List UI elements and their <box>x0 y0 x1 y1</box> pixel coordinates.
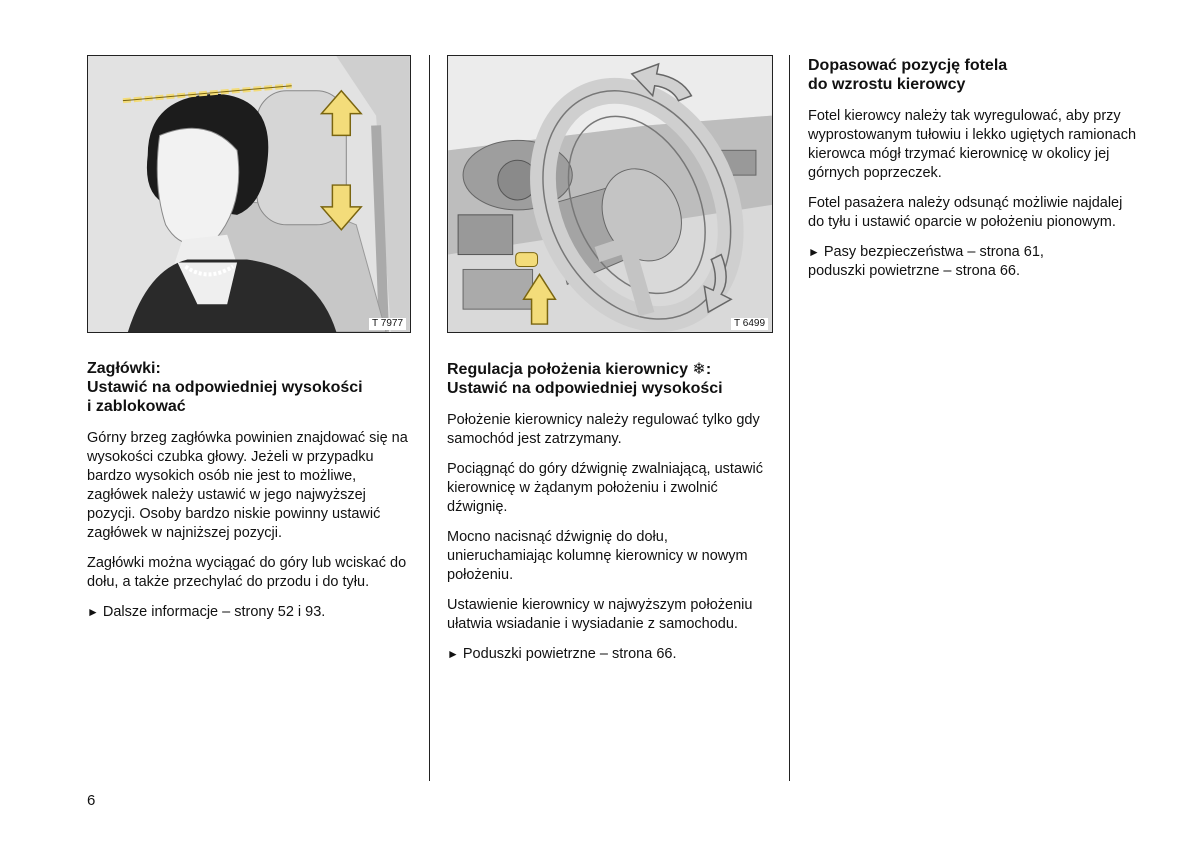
pointer-arrow-icon: ► <box>87 605 99 619</box>
paragraph: Położenie kierownicy należy regulować tylko gdy samochód jest zatrzymany. <box>447 412 760 447</box>
paragraph: Fotel kierowcy należy tak wyregulować, aby przy wyprostowanym tułowiu i lekko ugiętych ramionach kierowca mógł trzymać kierownicę w okolicy jej górnych poprzeczek. <box>808 108 1137 181</box>
head-restraint-drawing <box>88 56 410 332</box>
cross-reference <box>808 243 1138 281</box>
reference-text: Poduszki powietrzne – strona 66. <box>462 646 677 662</box>
section-heading <box>447 360 773 398</box>
paragraph: Zagłówki można wyciągać do góry lub wciskać do dołu, a także przechylać do przodu i do tyłu. <box>87 555 407 590</box>
heading-line: Zagłówki: <box>87 360 161 377</box>
steering-wheel-illustration <box>447 55 773 333</box>
figure-code: T 6499 <box>731 318 768 330</box>
paragraph: Ustawienie kierownicy w najwyższym położeniu ułatwia wsiadanie i wysiadanie z samochodu. <box>447 597 753 632</box>
column-steering-wheel <box>447 55 773 675</box>
paragraph: Pociągnąć do góry dźwignię zwalniającą, ustawić kierownicę w żądanym położeniu i zwolnić dźwignię. <box>447 461 763 515</box>
column-divider <box>789 55 790 781</box>
paragraph: Górny brzeg zagłówka powinien znajdować się na wysokości czubka głowy. Jeżeli w przypadku bardzo wysokich osób nie jest to możliwe, zagłówek należy ustawić w jego najwyższej pozycji. Osoby bardzo niskie powinny ustawić zagłówek w najniższej pozycji. <box>87 430 408 541</box>
section-heading <box>87 359 411 416</box>
figure-code: T 7977 <box>369 318 406 330</box>
steering-wheel-drawing <box>448 56 772 332</box>
pointer-arrow-icon: ► <box>808 245 820 259</box>
column-divider <box>429 55 430 781</box>
heading-line: Regulacja położenia kierownicy ❄: <box>447 361 712 378</box>
cross-reference <box>447 645 773 664</box>
heading-line: Ustawić na odpowiedniej wysokości <box>87 379 363 396</box>
pointer-arrow-icon: ► <box>447 647 459 661</box>
heading-line: Dopasować pozycję fotela <box>808 57 1008 74</box>
section-heading <box>808 56 1138 94</box>
head-restraint-illustration <box>87 55 411 333</box>
column-seat-position <box>808 56 1138 292</box>
heading-line: i zablokować <box>87 398 186 415</box>
cross-reference <box>87 603 411 622</box>
paragraph: Fotel pasażera należy odsunąć możliwie najdalej do tyłu i ustawić oparcie w położeniu pionowym. <box>808 195 1123 230</box>
heading-line: do wzrostu kierowcy <box>808 76 966 93</box>
reference-text: poduszki powietrzne – strona 66. <box>808 263 1020 279</box>
page-number: 6 <box>87 792 96 809</box>
column-head-restraint <box>87 55 411 633</box>
reference-text: Dalsze informacje – strony 52 i 93. <box>102 604 326 620</box>
heading-line: Ustawić na odpowiedniej wysokości <box>447 380 723 397</box>
reference-text: Pasy bezpieczeństwa – strona 61, <box>823 244 1044 260</box>
paragraph: Mocno nacisnąć dźwignię do dołu, unieruchamiając kolumnę kierownicy w nowym położeniu. <box>447 529 748 583</box>
